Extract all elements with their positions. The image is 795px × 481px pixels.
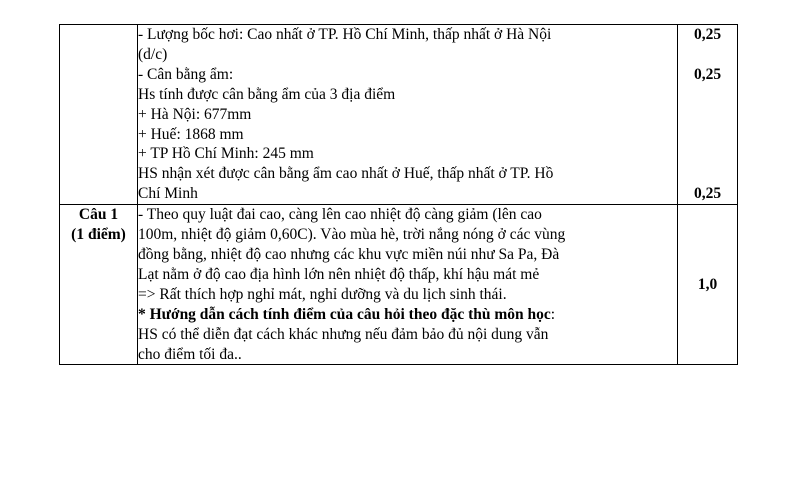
grading-guide-line: HS có thể diễn đạt cách khác nhưng nếu đảm bảo đủ nội dung vẫn (138, 325, 549, 343)
answer-line: đồng bằng, nhiệt độ cao nhưng các khu vực miền núi như Sa Pa, Đà (138, 245, 560, 263)
points-cell (678, 25, 738, 205)
answer-line: Lạt nằm ở độ cao địa hình lớn nên nhiệt độ thấp, khí hậu mát mẻ (138, 265, 540, 283)
points-cell (678, 205, 738, 365)
table-row (60, 205, 738, 365)
point-value: 1,0 (697, 275, 718, 293)
answer-line: - Lượng bốc hơi: Cao nhất ở TP. Hồ Chí Minh, thấp nhất ở Hà Nội (138, 26, 552, 43)
question-label-cell (60, 25, 138, 205)
answer-line: HS nhận xét được cân bằng ẩm cao nhất ở Huế, thấp nhất ở TP. Hồ (138, 165, 554, 183)
answer-line: + Huế: 1868 mm (138, 125, 244, 143)
answer-line: => Rất thích hợp nghỉ mát, nghỉ dưỡng và du lịch sinh thái. (138, 285, 507, 303)
answer-line: 100m, nhiệt độ giảm 0,60C). Vào mùa hè, trời nắng nóng ở các vùng (138, 226, 566, 244)
point-value (678, 45, 737, 65)
grading-guide-line: cho điểm tối đa.. (138, 345, 242, 363)
point-value: 0,25 (693, 65, 722, 83)
point-value (678, 124, 737, 144)
answer-line: (d/c) (138, 45, 168, 63)
answer-line: + TP Hồ Chí Minh: 245 mm (138, 145, 314, 163)
answer-content-cell (138, 205, 678, 365)
answer-content-cell (138, 25, 678, 205)
grading-guide-title: * Hướng dẫn cách tính điểm của câu hỏi theo đặc thù môn học (138, 305, 551, 323)
point-value (678, 85, 737, 105)
answer-line: Chí Minh (138, 185, 198, 203)
answer-line: - Cân bằng ẩm: (138, 65, 234, 83)
point-value (678, 164, 737, 184)
table-row (60, 25, 738, 205)
question-points-label: (1 điểm) (71, 226, 126, 244)
answer-line: - Theo quy luật đai cao, càng lên cao nhiệt độ càng giảm (lên cao (138, 206, 542, 224)
answer-line: + Hà Nội: 677mm (138, 105, 252, 123)
question-label: Câu 1 (78, 206, 119, 224)
grading-guide-heading (138, 305, 677, 325)
point-value: 0,25 (693, 185, 722, 203)
answer-table (59, 24, 738, 365)
grading-guide-colon: : (550, 305, 556, 323)
question-label-cell (60, 205, 138, 365)
point-value (678, 105, 737, 125)
point-value (678, 144, 737, 164)
answer-line: Hs tính được cân bằng ẩm của 3 địa điểm (138, 85, 396, 103)
point-value: 0,25 (693, 26, 722, 43)
